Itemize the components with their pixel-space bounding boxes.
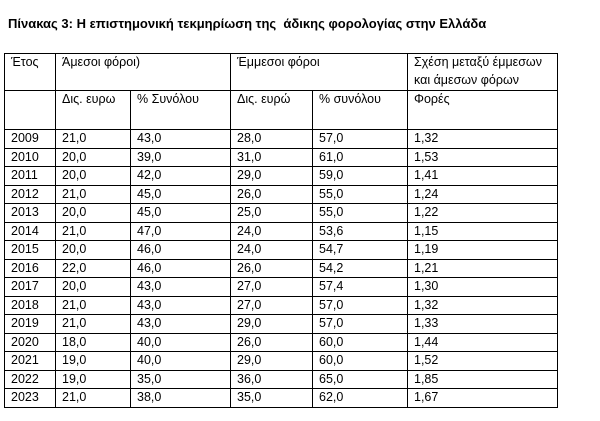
cell-direct-percent: 40,0 — [131, 333, 231, 352]
cell-direct-percent: 40,0 — [131, 352, 231, 371]
cell-indirect-billion: 29,0 — [231, 315, 313, 334]
cell-year: 2010 — [5, 148, 56, 167]
header-row-units — [5, 91, 558, 130]
table-row — [5, 130, 558, 149]
header-year: Έτος — [5, 54, 56, 91]
cell-indirect-percent: 60,0 — [313, 333, 408, 352]
cell-direct-billion: 21,0 — [56, 296, 131, 315]
cell-year: 2009 — [5, 130, 56, 149]
table-row — [5, 259, 558, 278]
cell-indirect-billion: 24,0 — [231, 222, 313, 241]
cell-indirect-billion: 31,0 — [231, 148, 313, 167]
table-row — [5, 185, 558, 204]
cell-year: 2017 — [5, 278, 56, 297]
cell-direct-billion: 21,0 — [56, 185, 131, 204]
table-row — [5, 333, 558, 352]
cell-direct-billion: 19,0 — [56, 370, 131, 389]
cell-indirect-billion: 24,0 — [231, 241, 313, 260]
cell-indirect-billion: 35,0 — [231, 389, 313, 408]
cell-indirect-percent: 65,0 — [313, 370, 408, 389]
cell-indirect-billion: 28,0 — [231, 130, 313, 149]
cell-direct-billion: 22,0 — [56, 259, 131, 278]
table-title: Πίνακας 3: Η επιστημονική τεκμηρίωση της άδικης φορολογίας στην Ελλάδα — [8, 16, 487, 31]
header-indirect-taxes: Έμμεσοι φόροι — [231, 54, 408, 91]
cell-direct-billion: 20,0 — [56, 148, 131, 167]
cell-ratio: 1,85 — [408, 370, 558, 389]
cell-indirect-billion: 27,0 — [231, 278, 313, 297]
cell-indirect-billion: 36,0 — [231, 370, 313, 389]
table-row — [5, 148, 558, 167]
cell-indirect-percent: 62,0 — [313, 389, 408, 408]
cell-direct-billion: 21,0 — [56, 315, 131, 334]
cell-indirect-percent: 60,0 — [313, 352, 408, 371]
cell-ratio: 1,52 — [408, 352, 558, 371]
cell-direct-billion: 21,0 — [56, 389, 131, 408]
table-body — [5, 54, 558, 408]
tax-table — [4, 53, 558, 408]
cell-ratio: 1,24 — [408, 185, 558, 204]
table-row — [5, 389, 558, 408]
cell-direct-percent: 46,0 — [131, 241, 231, 260]
cell-direct-percent: 45,0 — [131, 185, 231, 204]
header-ratio: Σχέση μεταξύ έμμεσων και άμεσων φόρων — [408, 54, 558, 91]
cell-direct-percent: 38,0 — [131, 389, 231, 408]
cell-ratio: 1,15 — [408, 222, 558, 241]
header-direct-taxes: Άμεσοι φόροι) — [56, 54, 231, 91]
cell-direct-billion: 18,0 — [56, 333, 131, 352]
table-row — [5, 352, 558, 371]
cell-indirect-billion: 27,0 — [231, 296, 313, 315]
table-row — [5, 204, 558, 223]
cell-year: 2020 — [5, 333, 56, 352]
cell-indirect-percent: 54,7 — [313, 241, 408, 260]
cell-year: 2016 — [5, 259, 56, 278]
cell-indirect-billion: 25,0 — [231, 204, 313, 223]
cell-year: 2021 — [5, 352, 56, 371]
table-row — [5, 315, 558, 334]
cell-direct-billion: 20,0 — [56, 167, 131, 186]
table-row — [5, 167, 558, 186]
cell-direct-percent: 43,0 — [131, 278, 231, 297]
cell-year: 2018 — [5, 296, 56, 315]
cell-indirect-percent: 57,0 — [313, 296, 408, 315]
table-row — [5, 241, 558, 260]
cell-direct-percent: 39,0 — [131, 148, 231, 167]
cell-direct-billion: 20,0 — [56, 241, 131, 260]
header-direct-percent: % Συνόλου — [131, 91, 231, 130]
table-row — [5, 278, 558, 297]
cell-year: 2011 — [5, 167, 56, 186]
cell-ratio: 1,32 — [408, 296, 558, 315]
cell-direct-percent: 35,0 — [131, 370, 231, 389]
cell-indirect-billion: 26,0 — [231, 333, 313, 352]
table-row — [5, 296, 558, 315]
cell-indirect-billion: 26,0 — [231, 185, 313, 204]
header-row-groups — [5, 54, 558, 91]
cell-direct-billion: 21,0 — [56, 130, 131, 149]
cell-year: 2022 — [5, 370, 56, 389]
cell-direct-billion: 19,0 — [56, 352, 131, 371]
cell-ratio: 1,32 — [408, 130, 558, 149]
table-row — [5, 222, 558, 241]
cell-year: 2015 — [5, 241, 56, 260]
cell-ratio: 1,19 — [408, 241, 558, 260]
cell-year: 2019 — [5, 315, 56, 334]
cell-direct-percent: 43,0 — [131, 315, 231, 334]
cell-indirect-billion: 29,0 — [231, 352, 313, 371]
cell-direct-billion: 20,0 — [56, 204, 131, 223]
cell-year: 2012 — [5, 185, 56, 204]
cell-direct-percent: 43,0 — [131, 130, 231, 149]
cell-direct-billion: 21,0 — [56, 222, 131, 241]
cell-indirect-percent: 59,0 — [313, 167, 408, 186]
cell-ratio: 1,21 — [408, 259, 558, 278]
cell-ratio: 1,53 — [408, 148, 558, 167]
header-indirect-billion: Δις. ευρώ — [231, 91, 313, 130]
table-row — [5, 370, 558, 389]
cell-year: 2014 — [5, 222, 56, 241]
cell-ratio: 1,33 — [408, 315, 558, 334]
cell-direct-percent: 42,0 — [131, 167, 231, 186]
header-direct-billion: Δις. ευρω — [56, 91, 131, 130]
cell-ratio: 1,22 — [408, 204, 558, 223]
cell-ratio: 1,44 — [408, 333, 558, 352]
header-indirect-percent: % συνόλου — [313, 91, 408, 130]
cell-ratio: 1,67 — [408, 389, 558, 408]
cell-indirect-percent: 54,2 — [313, 259, 408, 278]
cell-year: 2013 — [5, 204, 56, 223]
header-year-empty — [5, 91, 56, 130]
cell-ratio: 1,41 — [408, 167, 558, 186]
cell-direct-percent: 43,0 — [131, 296, 231, 315]
cell-indirect-percent: 57,4 — [313, 278, 408, 297]
header-times: Φορές — [408, 91, 558, 130]
cell-ratio: 1,30 — [408, 278, 558, 297]
cell-indirect-percent: 53,6 — [313, 222, 408, 241]
cell-indirect-billion: 26,0 — [231, 259, 313, 278]
cell-indirect-percent: 61,0 — [313, 148, 408, 167]
cell-direct-percent: 47,0 — [131, 222, 231, 241]
cell-direct-billion: 20,0 — [56, 278, 131, 297]
cell-year: 2023 — [5, 389, 56, 408]
cell-indirect-percent: 55,0 — [313, 185, 408, 204]
cell-direct-percent: 45,0 — [131, 204, 231, 223]
cell-direct-percent: 46,0 — [131, 259, 231, 278]
cell-indirect-percent: 57,0 — [313, 130, 408, 149]
cell-indirect-percent: 55,0 — [313, 204, 408, 223]
cell-indirect-billion: 29,0 — [231, 167, 313, 186]
cell-indirect-percent: 57,0 — [313, 315, 408, 334]
